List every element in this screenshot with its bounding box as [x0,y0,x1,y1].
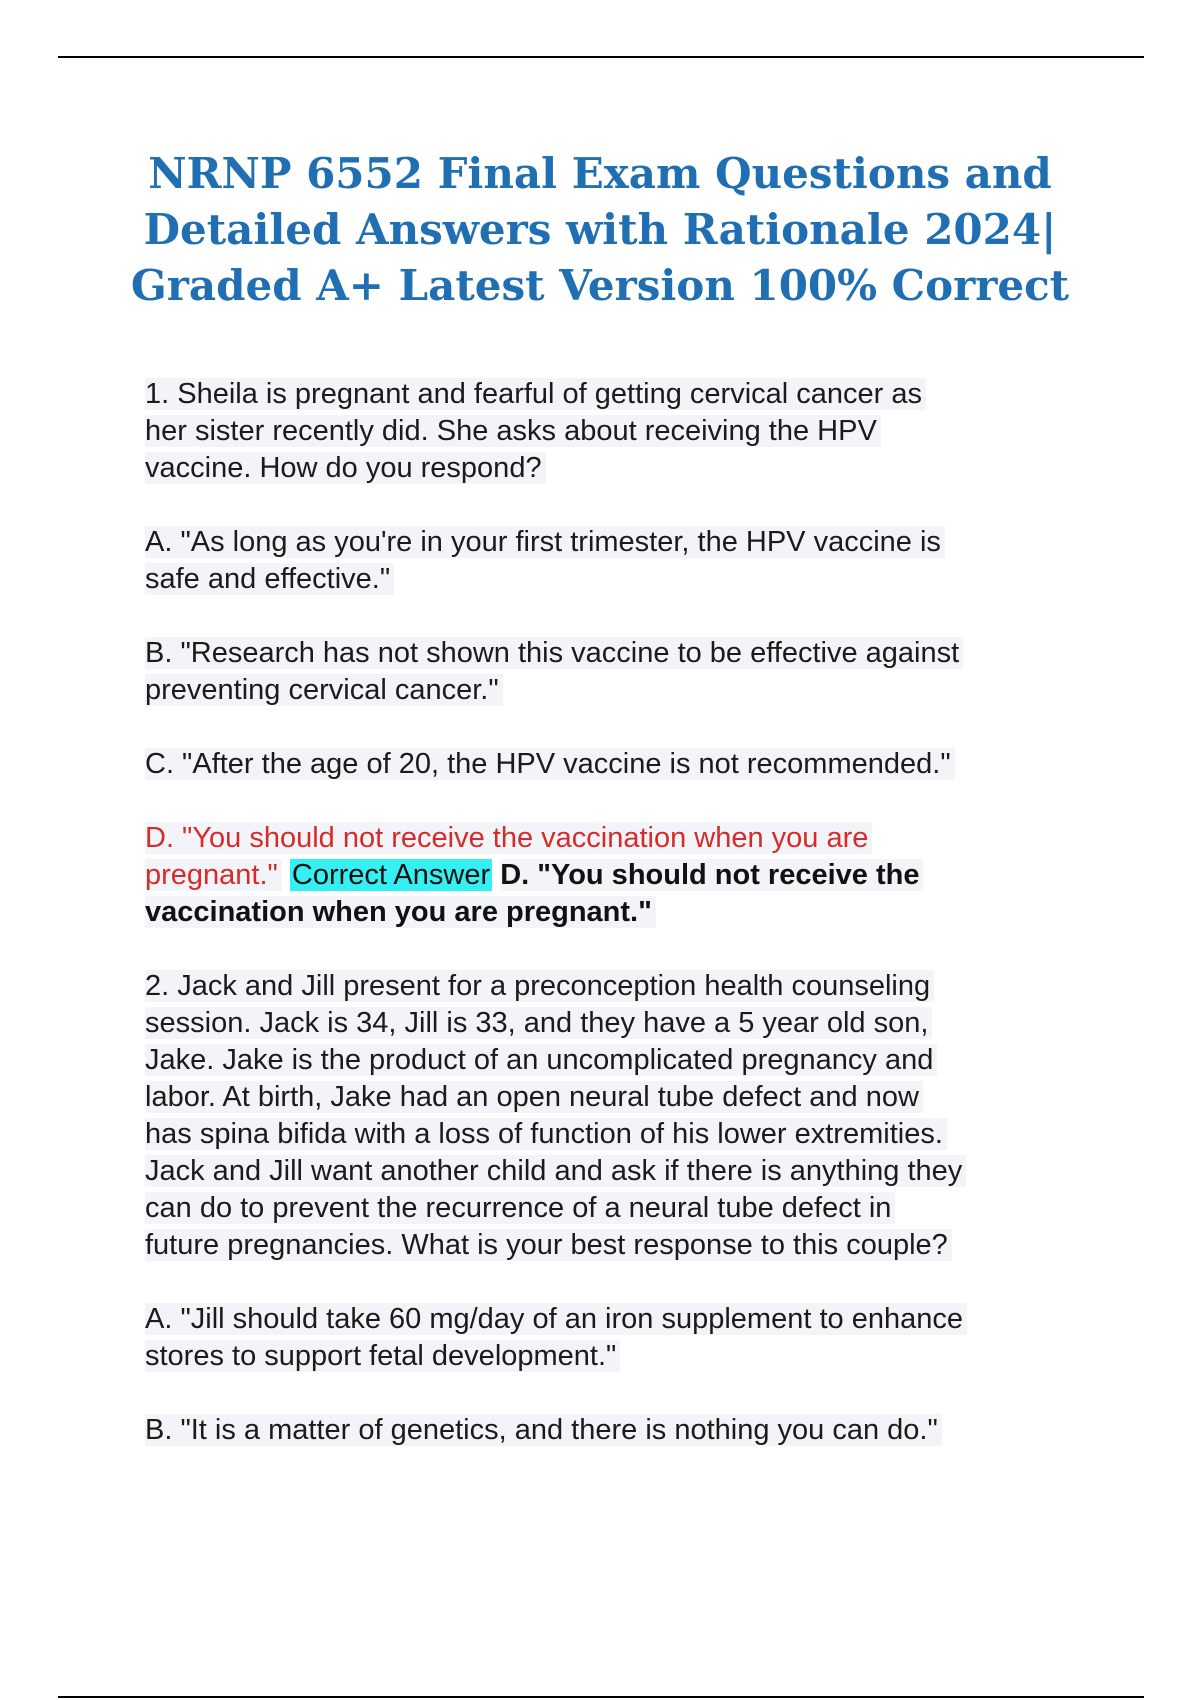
question-text-line: 1. Sheila is pregnant and fearful of getting cervical cancer as [145,378,926,410]
question-text-line: Jack and Jill want another child and ask if there is anything they [145,1155,966,1187]
option-text-line: stores to support fetal development." [145,1340,620,1372]
q1-option-a [145,524,1085,598]
question-text-line: labor. At birth, Jake had an open neural tube defect and now [145,1081,923,1113]
question-text-line: can do to prevent the recurrence of a neural tube defect in [145,1192,895,1224]
question-text-line: session. Jack is 34, Jill is 33, and they have a 5 year old son, [145,1007,932,1039]
question-text-line: Jake. Jake is the product of an uncomplicated pregnancy and [145,1044,937,1076]
question-text-line: has spina bifida with a loss of function of his lower extremities. [145,1118,947,1150]
option-d-text: D. "You should not receive the vaccination when you are [145,822,872,854]
title-line: NRNP 6552 Final Exam Questions and [148,149,1052,198]
footer-rule [58,1696,1144,1698]
option-text-line: B. "Research has not shown this vaccine to be effective against [145,637,963,669]
q1-option-c [145,746,1085,783]
option-text-line: C. "After the age of 20, the HPV vaccine is not recommended." [145,748,955,780]
correct-answer-label: Correct Answer [291,859,491,891]
q2-option-a [145,1301,1085,1375]
option-d-text: pregnant." [145,859,282,891]
option-text-line: A. "Jill should take 60 mg/day of an iron supplement to enhance [145,1303,967,1335]
answer-text: vaccination when you are pregnant." [145,896,656,928]
option-text-line: A. "As long as you're in your first trimester, the HPV vaccine is [145,526,945,558]
option-text-line: preventing cervical cancer." [145,674,503,706]
question-text-line: vaccine. How do you respond? [145,452,546,484]
q1-option-b [145,635,1085,709]
q1-option-d-answer [145,820,1085,931]
question-text-line: future pregnancies. What is your best response to this couple? [145,1229,952,1261]
document-body [145,376,1085,1486]
title-line: Graded A+ Latest Version 100% Correct [130,261,1070,310]
question-text-line: 2. Jack and Jill present for a preconception health counseling [145,970,934,1002]
title-line: Detailed Answers with Rationale 2024| [143,205,1057,254]
document-title [100,146,1100,314]
q2-option-b [145,1412,1085,1449]
option-text-line: B. "It is a matter of genetics, and there is nothing you can do." [145,1414,942,1446]
header-rule [58,56,1144,58]
option-text-line: safe and effective." [145,563,394,595]
question-text-line: her sister recently did. She asks about receiving the HPV [145,415,881,447]
question-1 [145,376,1085,487]
question-2 [145,968,1085,1264]
answer-text: D. "You should not receive the [500,859,923,891]
